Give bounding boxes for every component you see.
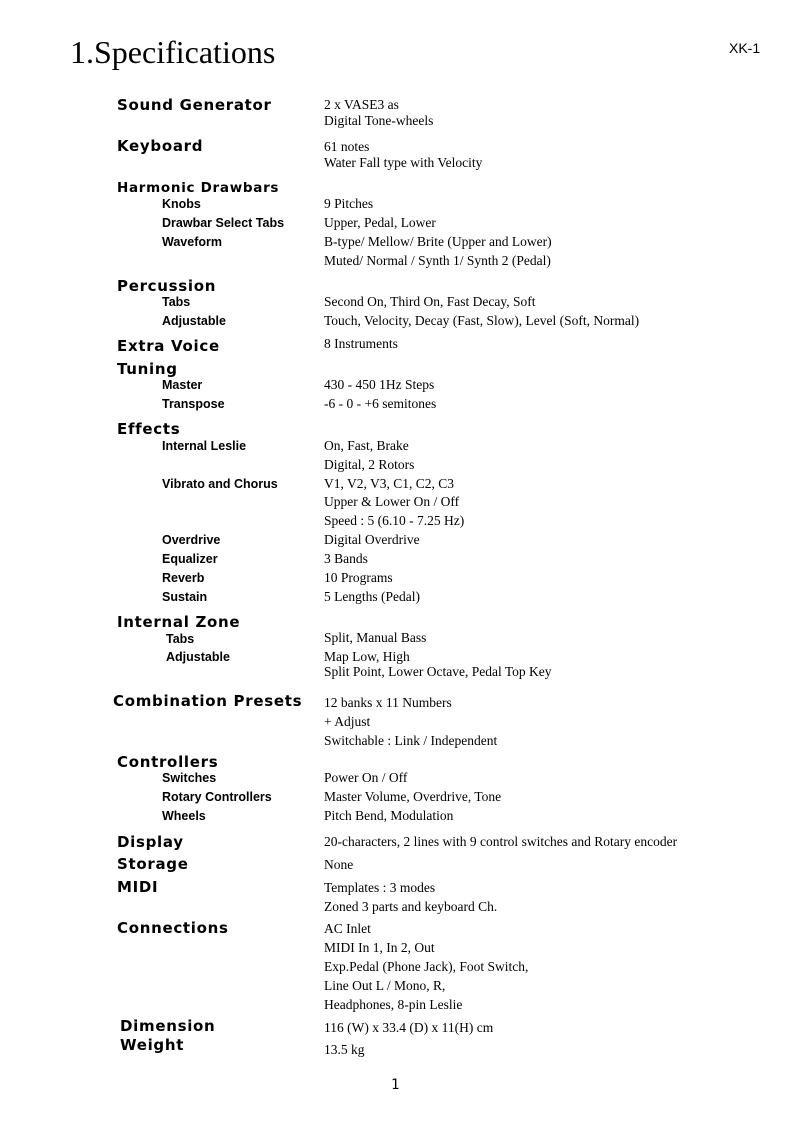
heading-midi: MIDI — [117, 878, 159, 896]
value-combination-presets-3: Switchable : Link / Independent — [324, 733, 498, 748]
heading-harmonic-drawbars: Harmonic Drawbars — [117, 180, 280, 196]
value-sound-generator-2: Digital Tone-wheels — [324, 113, 434, 128]
label-master: Master — [162, 378, 203, 392]
value-sound-generator-1: 2 x VASE3 as — [324, 97, 399, 112]
value-wheels: Pitch Bend, Modulation — [324, 808, 454, 823]
heading-storage: Storage — [117, 855, 189, 873]
value-equalizer: 3 Bands — [324, 551, 368, 566]
heading-controllers: Controllers — [117, 753, 219, 771]
heading-combination-presets: Combination Presets — [113, 692, 303, 710]
label-overdrive: Overdrive — [162, 533, 221, 547]
value-overdrive: Digital Overdrive — [324, 532, 420, 547]
value-zone-tabs: Split, Manual Bass — [324, 630, 427, 645]
value-dimension: 116 (W) x 33.4 (D) x 11(H) cm — [324, 1020, 494, 1035]
value-combination-presets-2: + Adjust — [324, 714, 371, 729]
label-rotary-controllers: Rotary Controllers — [162, 790, 272, 804]
heading-dimension: Dimension — [120, 1017, 216, 1035]
heading-tuning: Tuning — [117, 360, 178, 378]
value-zone-adjustable-1: Map Low, High — [324, 649, 410, 664]
label-equalizer: Equalizer — [162, 552, 218, 566]
value-zone-adjustable-2: Split Point, Lower Octave, Pedal Top Key — [324, 664, 552, 679]
value-connections-1: AC Inlet — [324, 921, 371, 936]
value-midi-1: Templates : 3 modes — [324, 880, 436, 895]
value-switches: Power On / Off — [324, 770, 408, 785]
label-percussion-adjustable: Adjustable — [162, 314, 226, 328]
value-knobs: 9 Pitches — [324, 196, 374, 211]
heading-effects: Effects — [117, 420, 181, 438]
label-sustain: Sustain — [162, 590, 208, 604]
value-percussion-tabs: Second On, Third On, Fast Decay, Soft — [324, 294, 536, 309]
value-internal-leslie-1: On, Fast, Brake — [324, 438, 409, 453]
heading-internal-zone: Internal Zone — [117, 613, 241, 631]
value-vibrato-chorus-3: Speed : 5 (6.10 - 7.25 Hz) — [324, 513, 465, 528]
value-keyboard-2: Water Fall type with Velocity — [324, 155, 483, 170]
heading-sound-generator: Sound Generator — [117, 96, 272, 114]
label-transpose: Transpose — [162, 397, 225, 411]
value-rotary-controllers: Master Volume, Overdrive, Tone — [324, 789, 502, 804]
heading-display: Display — [117, 833, 184, 851]
value-extra-voice: 8 Instruments — [324, 336, 398, 351]
value-midi-2: Zoned 3 parts and keyboard Ch. — [324, 899, 498, 914]
value-connections-4: Line Out L / Mono, R, — [324, 978, 446, 993]
value-waveform-1: B-type/ Mellow/ Brite (Upper and Lower) — [324, 234, 552, 249]
value-vibrato-chorus-1: V1, V2, V3, C1, C2, C3 — [324, 476, 455, 491]
label-percussion-tabs: Tabs — [162, 295, 191, 309]
value-vibrato-chorus-2: Upper & Lower On / Off — [324, 494, 460, 509]
value-weight: 13.5 kg — [324, 1042, 365, 1057]
value-connections-3: Exp.Pedal (Phone Jack), Foot Switch, — [324, 959, 529, 974]
label-wheels: Wheels — [162, 809, 206, 823]
label-zone-tabs: Tabs — [166, 632, 195, 646]
value-waveform-2: Muted/ Normal / Synth 1/ Synth 2 (Pedal) — [324, 253, 551, 268]
label-zone-adjustable: Adjustable — [166, 650, 230, 664]
value-transpose: -6 - 0 - +6 semitones — [324, 396, 437, 411]
value-reverb: 10 Programs — [324, 570, 393, 585]
label-switches: Switches — [162, 771, 217, 785]
heading-keyboard: Keyboard — [117, 137, 204, 155]
heading-extra-voice: Extra Voice — [117, 337, 220, 355]
value-connections-5: Headphones, 8-pin Leslie — [324, 997, 463, 1012]
value-drawbar-select-tabs: Upper, Pedal, Lower — [324, 215, 436, 230]
value-keyboard-1: 61 notes — [324, 139, 370, 154]
value-combination-presets-1: 12 banks x 11 Numbers — [324, 695, 452, 710]
page-title: 1.Specifications — [70, 34, 276, 70]
value-display: 20-characters, 2 lines with 9 control switches and Rotary encoder — [324, 834, 678, 849]
label-internal-leslie: Internal Leslie — [162, 439, 247, 453]
label-knobs: Knobs — [162, 197, 201, 211]
heading-connections: Connections — [117, 919, 229, 937]
value-connections-2: MIDI In 1, In 2, Out — [324, 940, 435, 955]
label-vibrato-chorus: Vibrato and Chorus — [162, 477, 278, 491]
label-waveform: Waveform — [162, 235, 222, 249]
model-name: XK-1 — [729, 40, 761, 56]
value-sustain: 5 Lengths (Pedal) — [324, 589, 420, 604]
page-number: 1 — [391, 1077, 400, 1093]
value-internal-leslie-2: Digital, 2 Rotors — [324, 457, 415, 472]
label-reverb: Reverb — [162, 571, 205, 585]
heading-percussion: Percussion — [117, 277, 217, 295]
value-storage: None — [324, 857, 354, 872]
value-percussion-adjustable: Touch, Velocity, Decay (Fast, Slow), Level (Soft, Normal) — [324, 313, 640, 328]
label-drawbar-select-tabs: Drawbar Select Tabs — [162, 216, 285, 230]
value-master: 430 - 450 1Hz Steps — [324, 377, 435, 392]
heading-weight: Weight — [120, 1036, 185, 1054]
